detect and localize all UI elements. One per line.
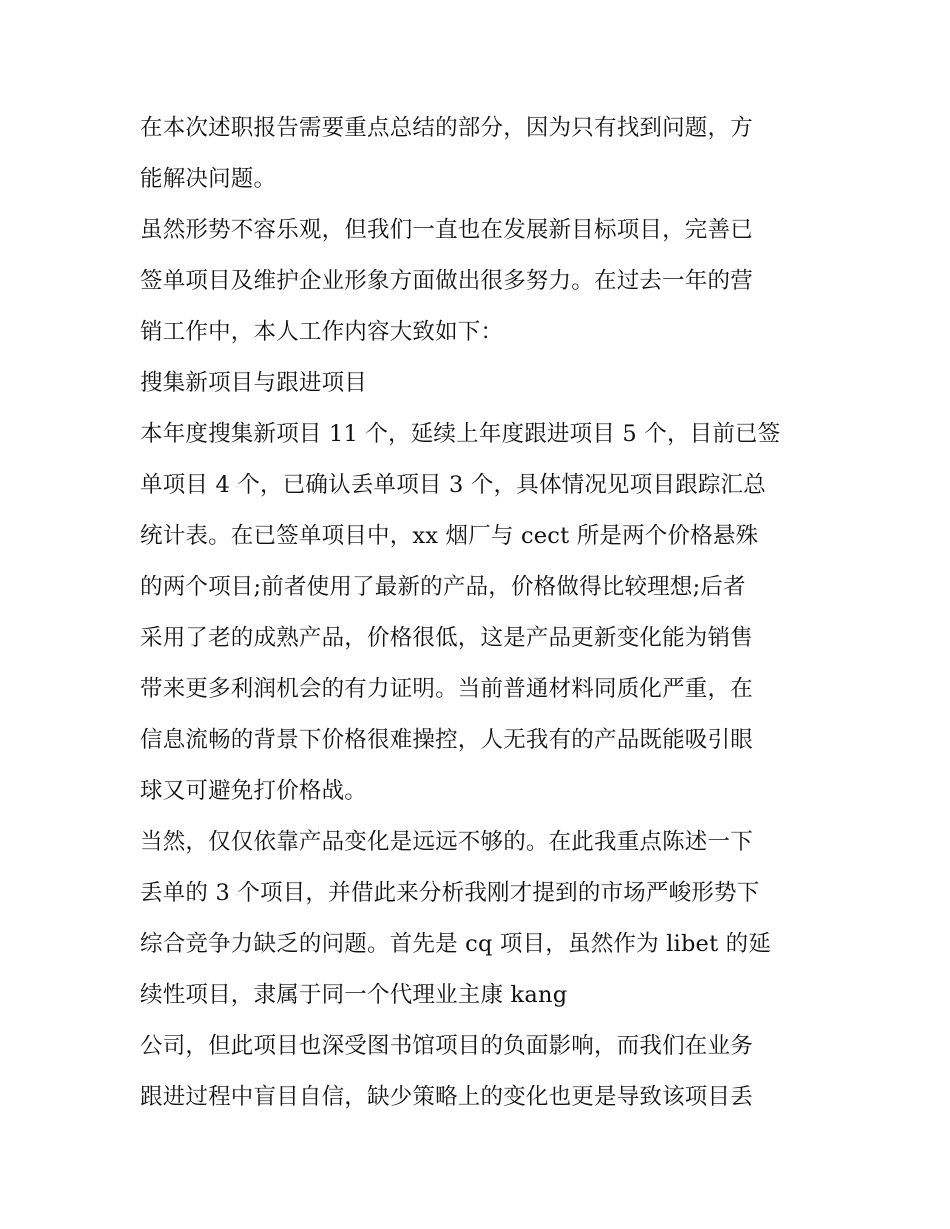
text-line: 签单项目及维护企业形象方面做出很多努力。在过去一年的营 [140, 268, 753, 294]
text-line: 公司，但此项目也深受图书馆项目的负面影响，而我们在业务 [140, 1033, 753, 1059]
text-line: 续性项目，隶属于同一个代理业主康 kang [140, 982, 568, 1008]
text-line: 的两个项目;前者使用了最新的产品，价格做得比较理想;后者 [140, 574, 746, 600]
text-line: 当然，仅仅依靠产品变化是远远不够的。在此我重点陈述一下 [140, 829, 753, 855]
text-line: 带来更多利润机会的有力证明。当前普通材料同质化严重，在 [140, 676, 753, 702]
document-body [140, 103, 820, 1123]
text-line: 虽然形势不容乐观，但我们一直也在发展新目标项目，完善已 [140, 217, 753, 243]
text-line: 球又可避免打价格战。 [140, 778, 368, 804]
text-line: 能解决问题。 [140, 166, 277, 192]
text-line: 销工作中，本人工作内容大致如下： [140, 319, 504, 345]
text-line: 采用了老的成熟产品，价格很低，这是产品更新变化能为销售 [140, 625, 753, 651]
text-line: 综合竞争力缺乏的问题。首先是 cq 项目，虽然作为 libet 的延 [140, 931, 772, 957]
text-line: 本年度搜集新项目 11 个，延续上年度跟进项目 5 个，目前已签 [140, 421, 781, 447]
text-line: 丢单的 3 个项目，并借此来分析我刚才提到的市场严峻形势下 [140, 880, 760, 906]
text-line: 在本次述职报告需要重点总结的部分，因为只有找到问题，方 [140, 115, 753, 141]
text-line: 统计表。在已签单项目中，xx 烟厂与 cect 所是两个价格悬殊 [140, 523, 759, 549]
text-line: 跟进过程中盲目自信，缺少策略上的变化也更是导致该项目丢 [140, 1084, 753, 1110]
section-heading: 搜集新项目与跟进项目 [140, 370, 368, 396]
text-line: 信息流畅的背景下价格很难操控，人无我有的产品既能吸引眼 [140, 727, 753, 753]
text-line: 单项目 4 个，已确认丢单项目 3 个，具体情况见项目跟踪汇总 [140, 472, 766, 498]
